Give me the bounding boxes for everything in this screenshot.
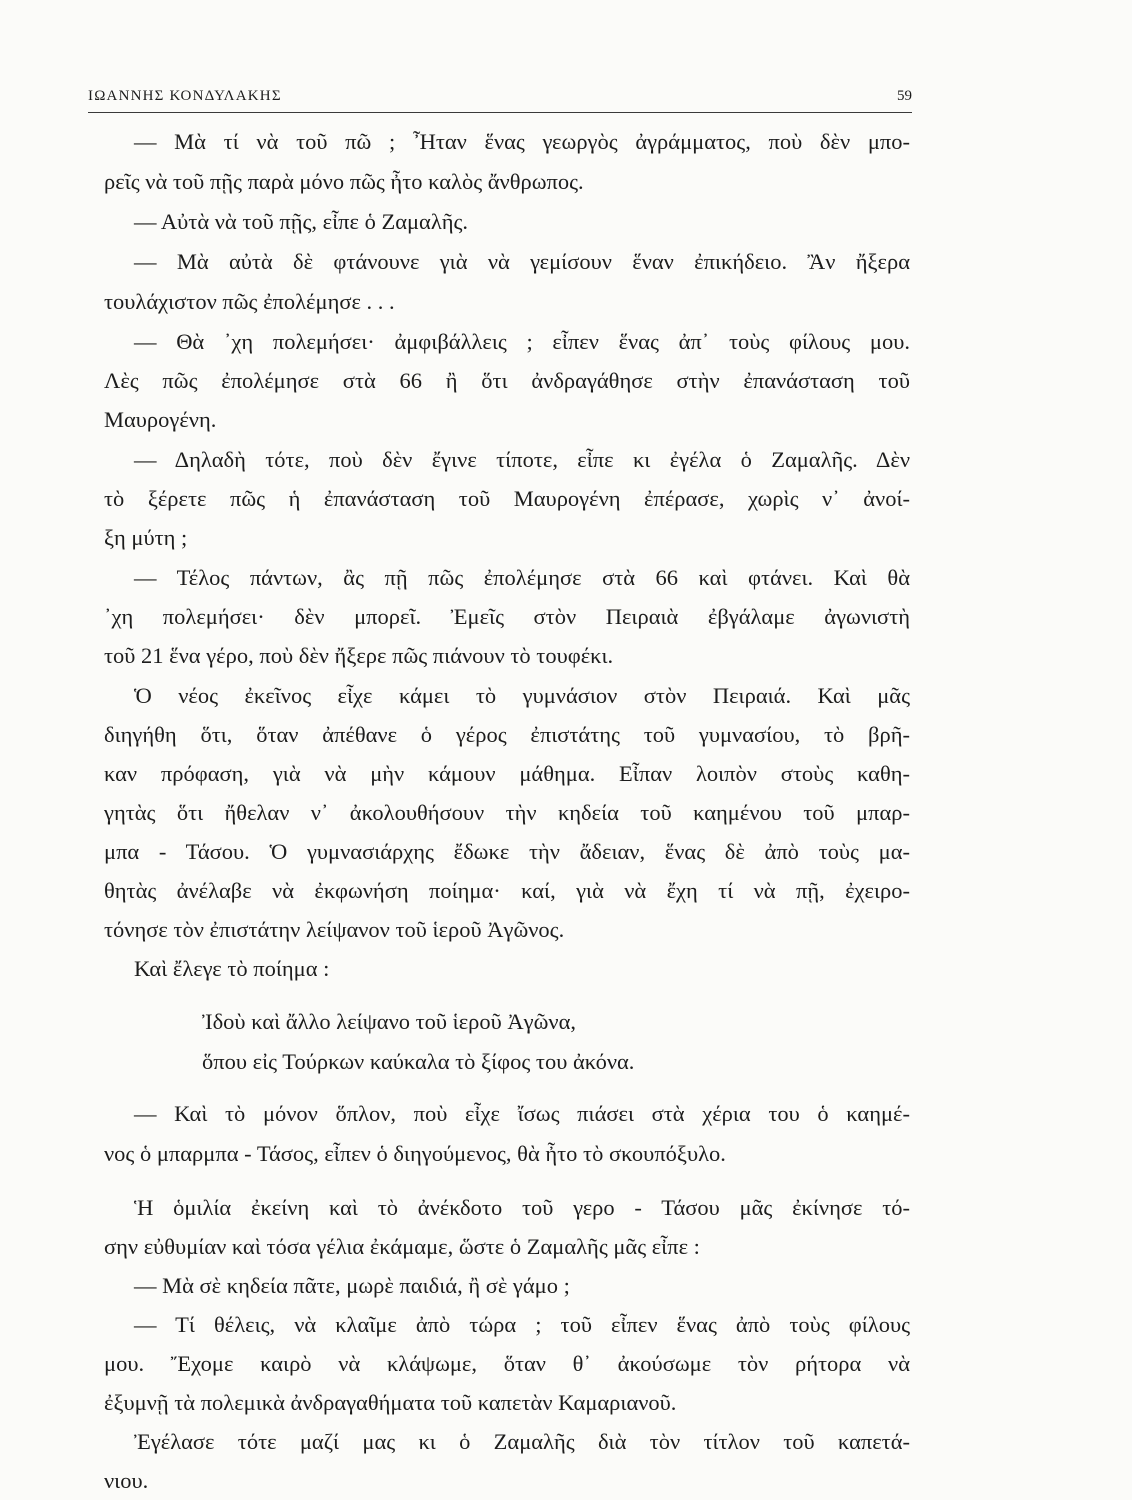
text-line: σην εὐθυμίαν καὶ τόσα γέλια ἐκάμαμε, ὥστε ὁ Ζαμαλῆς μᾶς εἶπε : — [104, 1234, 700, 1259]
text-line: καν πρόφαση, γιὰ νὰ μὴν κάμουν μάθημα. Εἶπαν λοιπὸν στοὺς καθη- — [104, 761, 910, 786]
running-head: ΙΩΑΝΝΗΣ ΚΟΝΔΥΛΑΚΗΣ — [88, 88, 282, 104]
text-line: Ὁ νέος ἐκεῖνος εἶχε κάμει τὸ γυμνάσιον στὸν Πειραιά. Καὶ μᾶς — [134, 683, 910, 708]
text-line: — Μὰ σὲ κηδεία πᾶτε, μωρὲ παιδιά, ἢ σὲ γάμο ; — [134, 1273, 570, 1298]
text-line: διηγήθη ὅτι, ὅταν ἀπέθανε ὁ γέρος ἐπιστάτης τοῦ γυμνασίου, τὸ βρῆ- — [104, 722, 910, 747]
text-line: — Καὶ τὸ μόνον ὅπλον, ποὺ εἶχε ἴσως πιάσει στὰ χέρια του ὁ καημέ- — [134, 1101, 910, 1126]
text-line: Καὶ ἔλεγε τὸ ποίημα : — [134, 956, 330, 981]
text-line: νιου. — [104, 1468, 149, 1493]
text-line: ρεῖς νὰ τοῦ πῇς παρὰ μόνο πῶς ἦτο καλὸς ἄνθρωπος. — [104, 169, 584, 194]
text-line: — Δηλαδὴ τότε, ποὺ δὲν ἔγινε τίποτε, εἶπε κι ἐγέλα ὁ Ζαμαλῆς. Δὲν — [134, 447, 910, 472]
text-line: — Αὐτὰ νὰ τοῦ πῇς, εἶπε ὁ Ζαμαλῆς. — [134, 209, 469, 234]
text-line: μου. Ἔχομε καιρὸ νὰ κλάψωμε, ὅταν θ᾽ ἀκούσωμε τὸν ρήτορα νὰ — [104, 1351, 910, 1376]
text-line: γητὰς ὅτι ἤθελαν ν᾽ ἀκολουθήσουν τὴν κηδεία τοῦ καημένου τοῦ μπαρ- — [104, 800, 910, 825]
text-line: τὸ ξέρετε πῶς ἡ ἐπανάσταση τοῦ Μαυρογένη ἐπέρασε, χωρὶς ν᾽ ἀνοί- — [104, 486, 910, 511]
text-line: ᾽χη πολεμήσει· δὲν μπορεῖ. Ἐμεῖς στὸν Πειραιὰ ἐβγάλαμε ἀγωνιστὴ — [104, 604, 910, 629]
verse-line: Ἰδοὺ καὶ ἄλλο λείψανο τοῦ ἱεροῦ Ἀγῶνα, — [202, 1009, 577, 1034]
verse-line: ὅπου εἰς Τούρκων καύκαλα τὸ ξίφος του ἀκόνα. — [202, 1049, 635, 1074]
text-line: — Τί θέλεις, νὰ κλαῖμε ἀπὸ τώρα ; τοῦ εἶπεν ἕνας ἀπὸ τοὺς φίλους — [134, 1312, 910, 1337]
text-line: τόνησε τὸν ἐπιστάτην λείψανον τοῦ ἱεροῦ Ἀγῶνος. — [104, 917, 565, 942]
text-line: θητὰς ἀνέλαβε νὰ ἐκφωνήση ποίημα· καί, γιὰ νὰ ἔχη τί νὰ πῇ, ἐχειρο- — [104, 878, 910, 903]
text-line: τουλάχιστον πῶς ἐπολέμησε . . . — [104, 289, 395, 314]
text-line: ἐξυμνῇ τὰ πολεμικὰ ἀνδραγαθήματα τοῦ καπετὰν Καμαριανοῦ. — [104, 1390, 677, 1415]
text-line: — Μὰ αὐτὰ δὲ φτάνουνε γιὰ νὰ γεμίσουν ἕναν ἐπικήδειο. Ἂν ἤξερα — [134, 249, 910, 274]
text-line: τοῦ 21 ἕνα γέρο, ποὺ δὲν ἤξερε πῶς πιάνουν τὸ τουφέκι. — [104, 643, 614, 668]
text-line: νος ὁ μπαρμπα - Τάσος, εἶπεν ὁ διηγούμενος, θὰ ἦτο τὸ σκουπόξυλο. — [104, 1141, 726, 1166]
text-line: — Τέλος πάντων, ἂς πῇ πῶς ἐπολέμησε στὰ 66 καὶ φτάνει. Καὶ θὰ — [134, 565, 910, 590]
text-line: Ἐγέλασε τότε μαζί μας κι ὁ Ζαμαλῆς διὰ τὸν τίτλον τοῦ καπετά- — [134, 1429, 910, 1454]
text-line: — Θὰ ᾽χη πολεμήσει· ἀμφιβάλλεις ; εἶπεν ἕνας ἀπ᾽ τοὺς φίλους μου. — [134, 329, 910, 354]
text-line: Ἡ ὁμιλία ἐκείνη καὶ τὸ ἀνέκδοτο τοῦ γερο - Τάσου μᾶς ἐκίνησε τό- — [134, 1195, 910, 1220]
text-line: μπα - Τάσου. Ὁ γυμνασιάρχης ἔδωκε τὴν ἄδειαν, ἕνας δὲ ἀπὸ τοὺς μα- — [104, 839, 910, 864]
page-number: 59 — [897, 88, 912, 104]
text-line: Μαυρογένη. — [104, 407, 217, 432]
text-line: — Μὰ τί νὰ τοῦ πῶ ; Ἦταν ἕνας γεωργὸς ἀγράμματος, ποὺ δὲν μπο- — [134, 129, 910, 154]
text-line: ξη μύτη ; — [104, 525, 188, 550]
text-line: Λὲς πῶς ἐπολέμησε στὰ 66 ἢ ὅτι ἀνδραγάθησε στὴν ἐπανάσταση τοῦ — [104, 368, 910, 393]
